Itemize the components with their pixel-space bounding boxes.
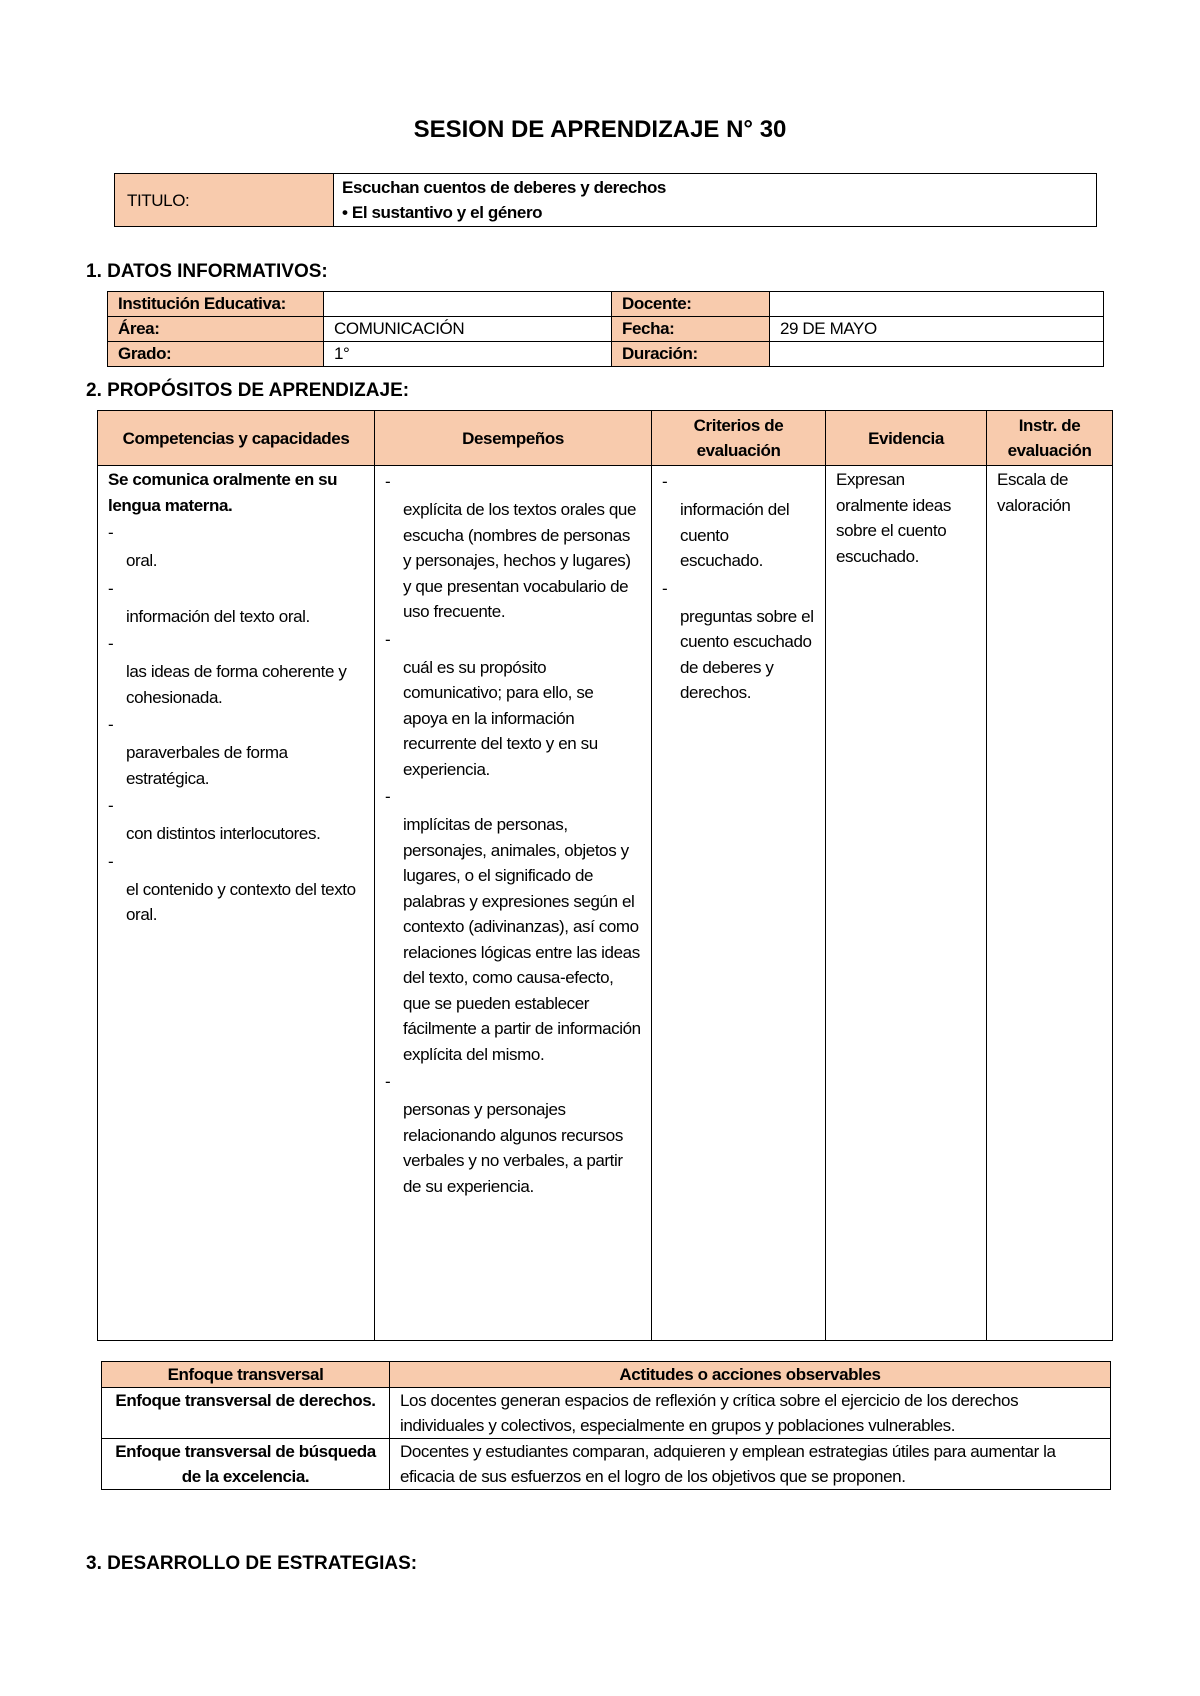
enfoque-excelencia: Enfoque transversal de búsqueda de la excelencia.	[102, 1439, 390, 1490]
list-dash: -	[108, 523, 114, 542]
enfoque-derechos: Enfoque transversal de derechos.	[102, 1388, 390, 1439]
section-heading-datos: 1. DATOS INFORMATIVOS:	[86, 261, 328, 282]
institucion-value	[324, 292, 612, 317]
list-dash: -	[108, 578, 114, 598]
criterio-item: preguntas sobre el cuento escuchado de deberes y derechos.	[680, 606, 814, 702]
header-criterios: Criterios de evaluación	[652, 411, 826, 466]
capacidad-item: las ideas de forma coherente y cohesionada.	[126, 662, 347, 707]
capacidad-item: información del texto oral.	[126, 606, 310, 626]
page-title: SESION DE APRENDIZAJE N° 30	[413, 116, 787, 143]
titulo-line-2: • El sustantivo y el género	[342, 203, 543, 222]
section-heading-propositos: 2. PROPÓSITOS DE APRENDIZAJE:	[86, 380, 410, 401]
capacidad-item: con distintos interlocutores.	[126, 824, 321, 843]
header-enfoque: Enfoque transversal	[102, 1362, 390, 1388]
capacidad-item: paraverbales de forma estratégica.	[126, 743, 288, 788]
titulo-value	[334, 174, 1097, 227]
enfoques-table	[101, 1361, 1111, 1490]
propositos-table	[97, 410, 1113, 1341]
titulo-line-1: Escuchan cuentos de deberes y derechos	[342, 178, 666, 197]
capacidad-item: oral.	[126, 551, 158, 570]
area-value: COMUNICACIÓN	[324, 317, 612, 342]
header-evidencia: Evidencia	[826, 411, 987, 466]
grado-value: 1°	[324, 342, 612, 367]
list-dash: -	[108, 715, 114, 734]
duracion-value	[770, 342, 1104, 367]
competencias-cell	[98, 466, 375, 1341]
institucion-label: Institución Educativa:	[108, 292, 324, 317]
fecha-label: Fecha:	[612, 317, 770, 342]
desempeno-item: explícita de los textos orales que escucha (nombres de personas y personajes, hechos y lugares) y que presentan vocabulario de uso frecuente.	[403, 500, 637, 621]
grado-label: Grado:	[108, 342, 324, 367]
list-dash: -	[108, 634, 114, 653]
desempeno-item: personas y personajes relacionando algunos recursos verbales y no verbales, a partir de su experiencia.	[403, 1100, 623, 1196]
actitud-excelencia: Docentes y estudiantes comparan, adquieren y emplean estrategias útiles para aumentar la eficacia de sus esfuerzos en el logro de los objetivos que se proponen.	[390, 1439, 1111, 1490]
desempeno-item: implícitas de personas, personajes, animales, objetos y lugares, o el significado de palabras y expresiones según el contexto (adivinanzas), así como relaciones lógicas entre las ideas del texto, como causa-efecto, que se pueden establecer fácilmente a partir de información explícita del mismo.	[403, 815, 641, 1064]
section-heading-desarrollo: 3. DESARROLLO DE ESTRATEGIAS:	[86, 1553, 418, 1574]
header-actitudes: Actitudes o acciones observables	[390, 1362, 1111, 1388]
list-dash: -	[662, 578, 668, 598]
titulo-table	[114, 173, 1097, 227]
area-label: Área:	[108, 317, 324, 342]
capacidad-item: el contenido y contexto del texto oral.	[126, 879, 356, 924]
capacidades-list	[108, 518, 364, 928]
list-dash: -	[385, 787, 391, 806]
header-instrumento: Instr. de evaluación	[987, 411, 1113, 466]
docente-value	[770, 292, 1104, 317]
list-dash: -	[385, 1072, 391, 1091]
desempenos-list	[385, 467, 641, 1199]
criterios-list	[662, 467, 815, 706]
list-dash: -	[385, 629, 391, 649]
header-desempenos: Desempeños	[375, 411, 652, 466]
fecha-value: 29 DE MAYO	[770, 317, 1104, 342]
instrumento-cell: Escala de valoración	[987, 466, 1113, 1341]
criterio-item: información del cuento escuchado.	[680, 500, 790, 570]
datos-table	[107, 291, 1104, 367]
header-competencias: Competencias y capacidades	[98, 411, 375, 466]
evidencia-cell: Expresan oralmente ideas sobre el cuento escuchado.	[826, 466, 987, 1341]
actitud-derechos: Los docentes generan espacios de reflexión y crítica sobre el ejercicio de los derechos individuales y colectivos, especialmente en grupos y poblaciones vulnerables.	[390, 1388, 1111, 1439]
competencia-title: Se comunica oralmente en su lengua materna.	[108, 470, 338, 515]
desempeno-item: cuál es su propósito comunicativo; para ello, se apoya en la información recurrente del texto y en su experiencia.	[403, 657, 598, 779]
list-dash: -	[108, 851, 114, 871]
list-dash: -	[108, 796, 114, 815]
desempenos-cell	[375, 466, 652, 1341]
list-dash: -	[385, 472, 391, 491]
titulo-label: TITULO:	[115, 174, 334, 227]
duracion-label: Duración:	[612, 342, 770, 367]
docente-label: Docente:	[612, 292, 770, 317]
criterios-cell	[652, 466, 826, 1341]
list-dash: -	[662, 472, 668, 491]
